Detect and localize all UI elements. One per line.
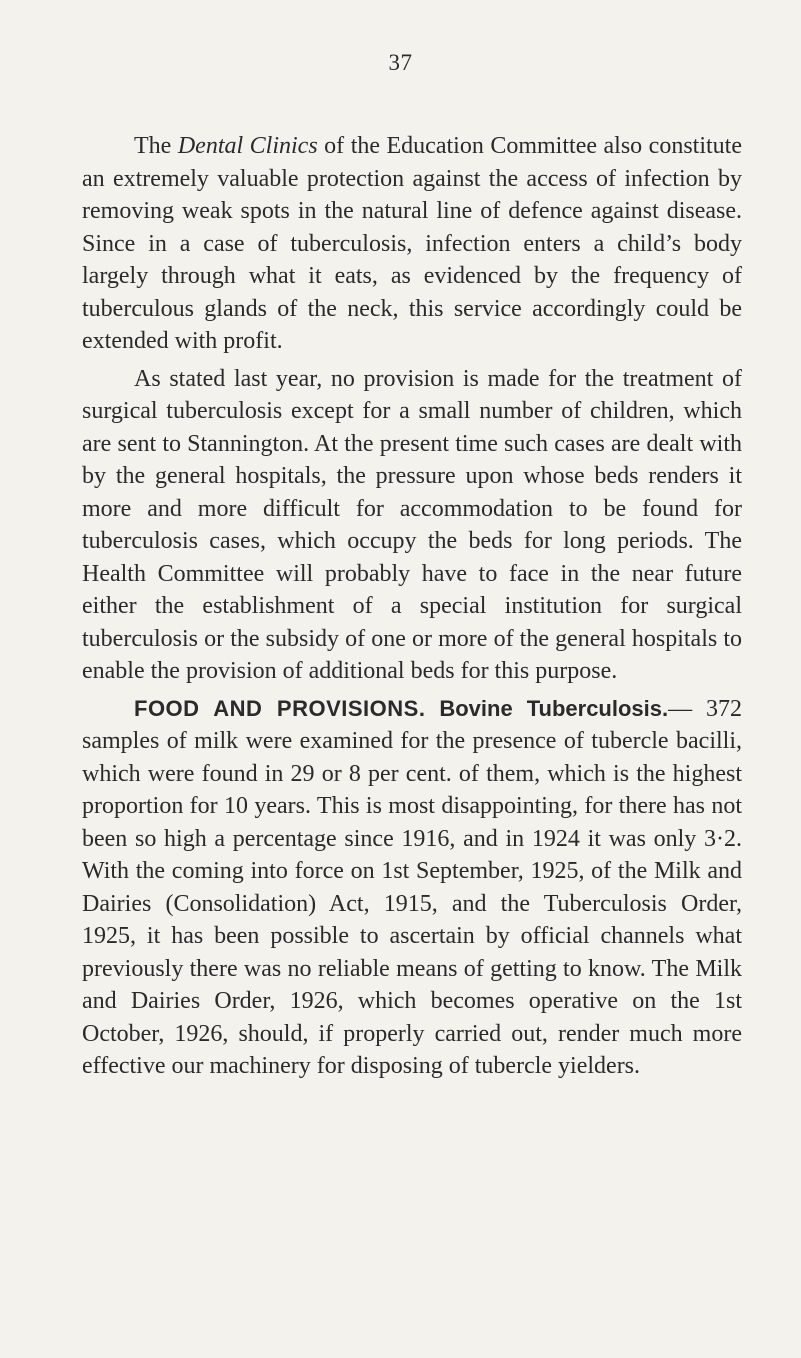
page-number: 37 [388,50,413,75]
paragraph-surgical-tuberculosis [82,363,742,688]
paragraph-food-provisions [82,693,742,1083]
section-heading: FOOD AND PROVISIONS. [134,695,426,721]
heading-dash: — [668,695,693,722]
paragraph-2-text: As stated last year, no provision is made for the treatment of surgical tuberculosis except for a small number of children, which are sent to Stannington. At the present time such cases are dealt with by the general hospitals, the pressure upon whose beds renders it more and more difficult for accommodation to be found for tuberculosis cases, which occupy the beds for long periods. The Health Committee will probably have to face in the near future either the establishment of a special institution for surgical tuberculosis or the subsidy of one or more of the general hospitals to enable the provision of additional beds for this purpose. [82,365,742,684]
dental-clinics-emphasis: Dental Clinics [177,133,318,159]
paragraph-3-text: 372 samples of milk were examined for the presence of tubercle bacilli, which were found in 29 or 8 per cent. of them, which is the highest proportion for 10 years. This is most disappointing, for there has not been so high a percentage since 1916, and in 1924 it was only 3·2. With the coming into force on 1st September, 1925, of the Milk and Dairies (Consolidation) Act, 1915, and the Tuberculosis Order, 1925, it has been possible to ascertain by official channels what previously there was no reliable means of getting to know. The Milk and Dairies Order, 1926, which becomes operative on the 1st October, 1926, should, if properly carried out, render much more effective our machinery for disposing of tubercle yielders. [82,695,743,1079]
paragraph-dental-clinics [82,130,742,358]
paragraph-1-text: of the Education Committee also constitute an extremely valuable protection against the access of infection by removing weak spots in the natural line of defence against disease. Since in a case of tuberculosis, infection enters a child’s body largely through what it eats, as evidenced by the frequency of tuberculous glands of the neck, this service accordingly could be extended with profit. [82,133,742,354]
paragraph-1-prefix: The [134,133,178,159]
body-text [82,130,742,1088]
section-subheading: Bovine Tuberculosis. [439,695,669,721]
